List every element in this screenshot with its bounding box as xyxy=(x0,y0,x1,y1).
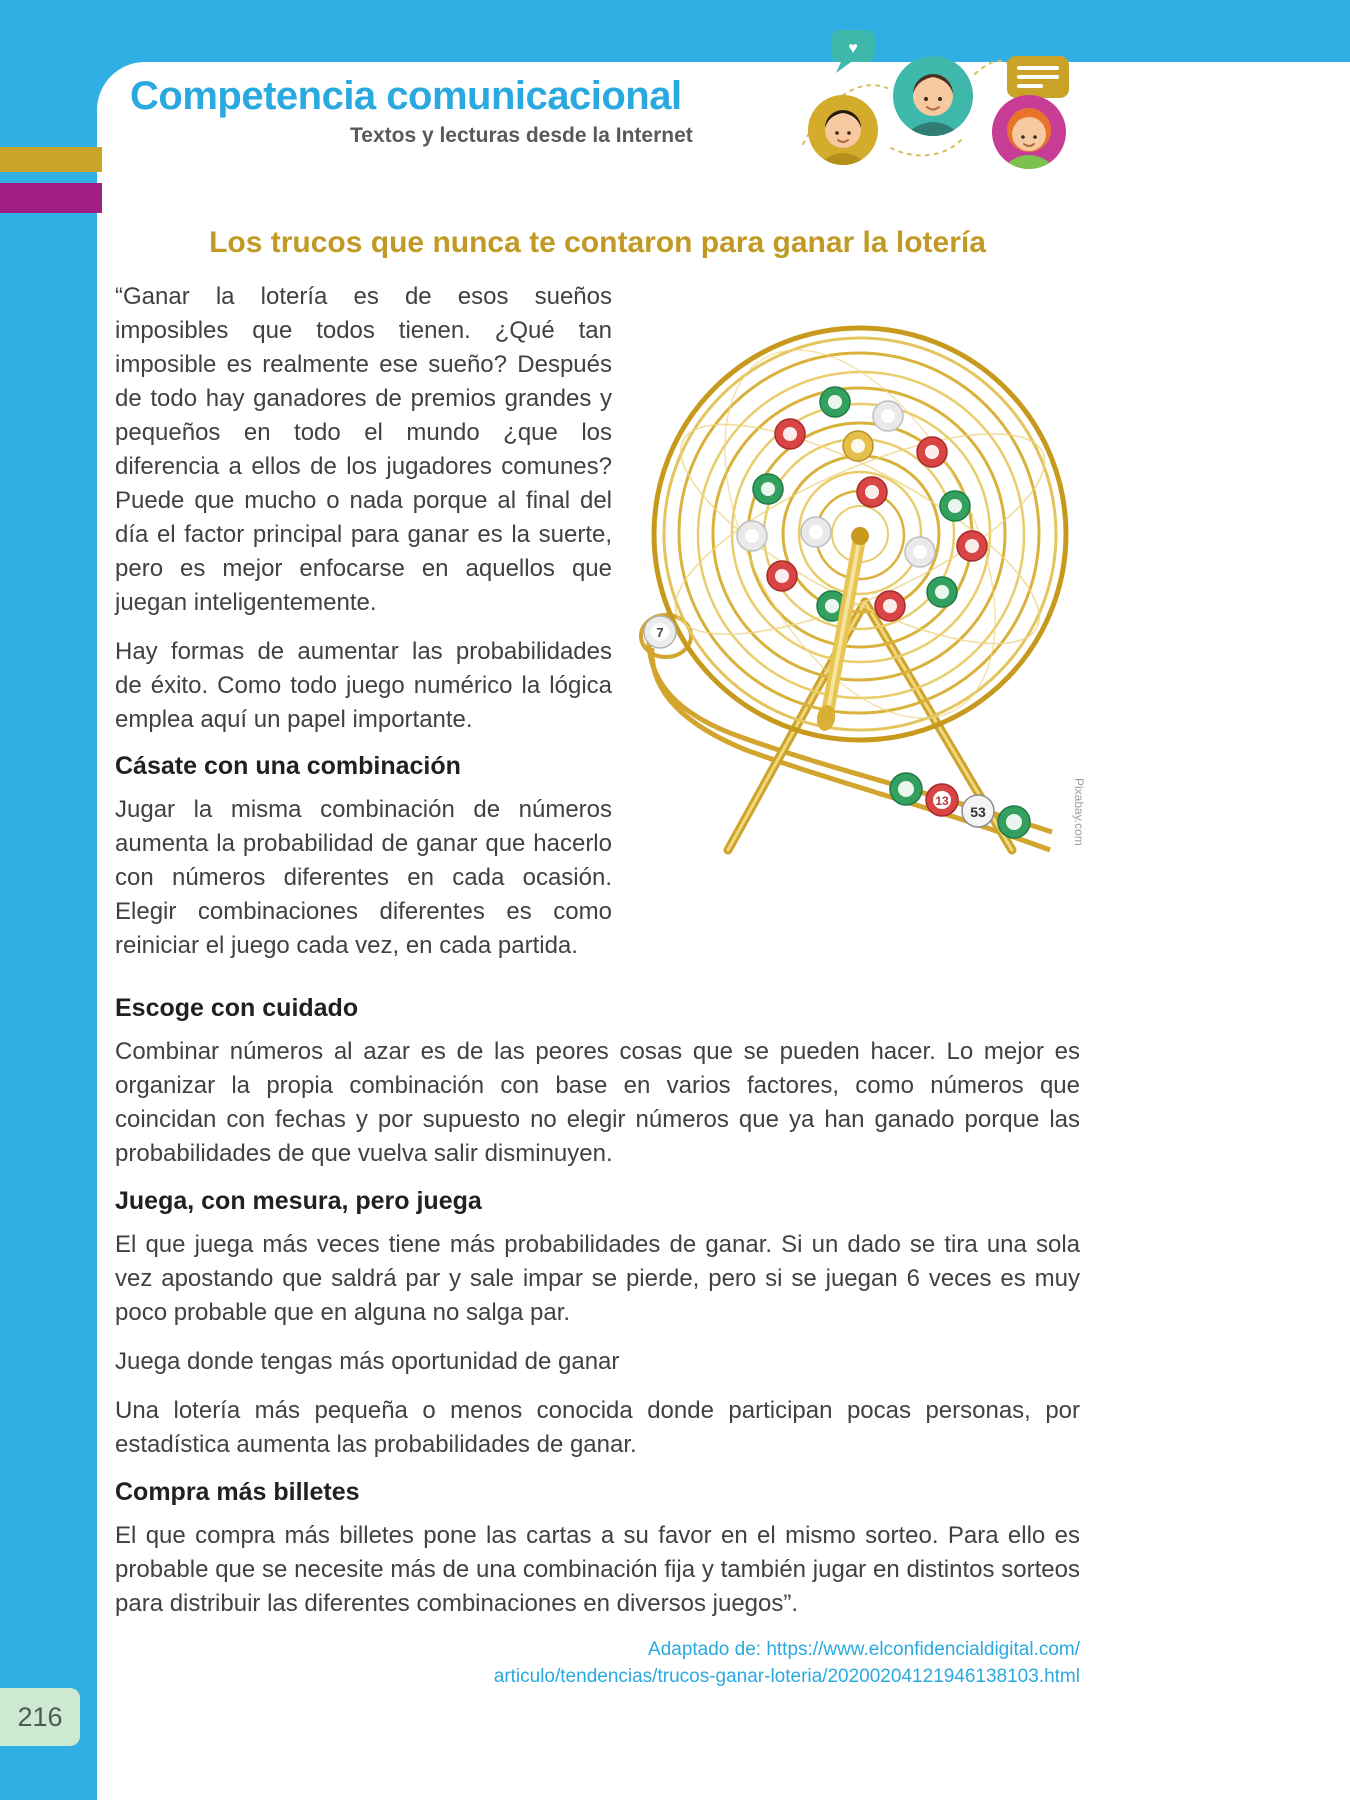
dashed-trail xyxy=(891,138,963,155)
lottery-ball xyxy=(917,437,947,467)
two-column-block xyxy=(115,280,1086,978)
lottery-drum-illustration xyxy=(620,284,1080,864)
section-heading: Juega, con mesura, pero juega xyxy=(115,1187,482,1215)
page-number: 216 xyxy=(0,1688,80,1746)
source-attribution xyxy=(115,1636,1080,1690)
attribution-line: Adaptado de: https://www.elconfidencialdigital.com/ xyxy=(648,1639,1080,1660)
lottery-ball xyxy=(753,474,783,504)
heart-icon: ♥ xyxy=(848,40,858,57)
top-blue-band xyxy=(0,0,1350,62)
dashed-trail xyxy=(975,61,1009,74)
heart-bubble-icon xyxy=(831,30,875,73)
article xyxy=(115,226,1086,1690)
ball-number: 13 xyxy=(935,794,949,808)
paragraph: El que compra más billetes pone las cartas a su favor en el mismo sorteo. Para ello es probable que se necesite más de una combinación fija y también jugar en distintos sorteos para distribuir las diferentes combinaciones en diversos juegos”. xyxy=(115,1522,1080,1617)
header-subtitle: Textos y lecturas desde la Internet xyxy=(350,124,693,147)
lottery-drum-image xyxy=(620,284,1086,872)
image-credit: Pixabay.com xyxy=(1072,778,1086,846)
lottery-ball xyxy=(820,387,850,417)
lottery-ball xyxy=(962,795,994,827)
boy-avatar-gold xyxy=(808,95,878,170)
section-heading: Compra más billetes xyxy=(115,1478,360,1506)
lottery-ball xyxy=(737,521,767,551)
boy-avatar-teal xyxy=(893,56,973,142)
lottery-ball xyxy=(926,784,958,816)
lottery-ball xyxy=(801,517,831,547)
lottery-ball xyxy=(843,431,873,461)
paragraph: Jugar la misma combinación de números aumenta la probabilidad de ganar que hacerlo con números diferentes en cada ocasión. Elegir combinaciones diferentes es como reiniciar el juego cada vez, en cada partida. xyxy=(115,796,612,959)
left-blue-band xyxy=(0,0,97,1800)
lottery-ball xyxy=(957,531,987,561)
lottery-ball xyxy=(940,491,970,521)
lottery-ball xyxy=(927,577,957,607)
girl-avatar-pink xyxy=(992,95,1066,172)
ball-number: 7 xyxy=(656,625,664,640)
lottery-ball xyxy=(905,537,935,567)
lottery-ball xyxy=(998,806,1030,838)
lottery-ball xyxy=(767,561,797,591)
lottery-ball xyxy=(644,616,676,648)
lottery-ball xyxy=(775,419,805,449)
kids-illustration xyxy=(795,26,1095,176)
lottery-ball xyxy=(857,477,887,507)
article-title: Los trucos que nunca te contaron para ganar la lotería xyxy=(209,226,986,259)
magenta-accent-bar xyxy=(0,183,102,213)
section-heading: Cásate con una combinación xyxy=(115,752,461,780)
paragraph: Juega donde tengas más oportunidad de ganar xyxy=(115,1348,620,1375)
paragraph: El que juega más veces tiene más probabilidades de ganar. Si un dado se tira una sola vez apostando que saldrá par y sale impar se pierde, pero si se juegan 6 veces es muy poco probable que en alguna no salga par. xyxy=(115,1231,1080,1326)
attribution-line: articulo/tendencias/trucos-ganar-loteria/20200204121946138103.html xyxy=(493,1666,1080,1687)
gold-accent-bar xyxy=(0,147,102,172)
paragraph: Hay formas de aumentar las probabilidades de éxito. Como todo juego numérico la lógica emplea aquí un papel importante. xyxy=(115,638,612,733)
lottery-ball xyxy=(875,591,905,621)
paragraph: Una lotería más pequeña o menos conocida donde participan pocas personas, por estadística aumenta las probabilidades de ganar. xyxy=(115,1397,1080,1458)
lottery-ball xyxy=(890,773,922,805)
lottery-ball xyxy=(873,401,903,431)
header-title: Competencia comunicacional xyxy=(130,74,682,118)
paragraph: Combinar números al azar es de las peores cosas que se pueden hacer. Lo mejor es organizar la propia combinación con base en varios factores, como números que coincidan con fechas y por supuesto no elegir números que ya han ganado porque las probabilidades de que vuelva salir disminuyen. xyxy=(115,1038,1080,1167)
left-column xyxy=(115,280,612,978)
section-heading: Escoge con cuidado xyxy=(115,994,359,1022)
ball-number: 53 xyxy=(970,804,986,820)
paragraph: “Ganar la lotería es de esos sueños imposibles que todos tienen. ¿Qué tan imposible es realmente ese sueño? Después de todo hay ganadores de premios grandes y pequeños en todo el mundo ¿que los diferencia a ellos de los jugadores comunes? Puede que mucho o nada porque al final del día el factor principal para ganar es la suerte, pero es mejor enfocarse en aquellos que juegan inteligentemente. xyxy=(115,283,612,616)
